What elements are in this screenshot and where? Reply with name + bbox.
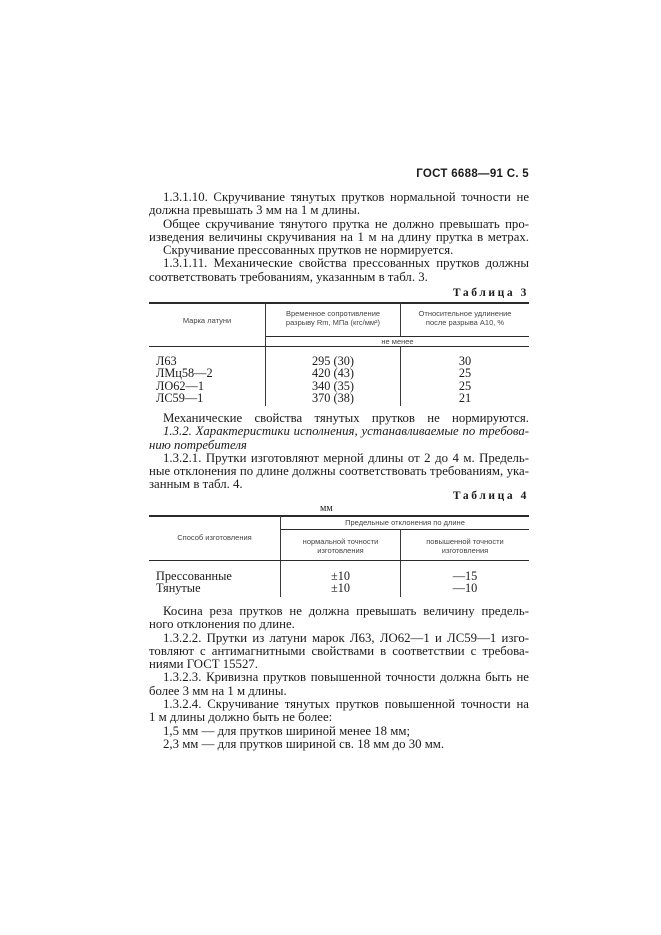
table-cell: 21 <box>458 391 472 406</box>
paragraph-1-3-2: Механические свойства тянутых прутков не нормируются. 1.3.2. Характеристики исполнения, устанавливаемые по требова- нию потребителя 1.3.2.1. Прутки изготовляют мерной длины от 2 до 4 м. Предель- ные отклонения по длине должны соответствовать требованиям, ука- занным в табл. 4. <box>149 411 529 492</box>
table-4-caption: Таблица 4 <box>452 490 529 502</box>
table-cell: Прессованные <box>156 569 232 583</box>
table-cell: 295 (30) <box>311 354 354 368</box>
table-cell: 420 (43) <box>311 366 354 381</box>
table-4-col-method <box>156 570 232 595</box>
table-4-header-bottom <box>149 560 529 561</box>
table-cell: 30 <box>458 354 472 368</box>
table-3-caption: Таблица 3 <box>452 287 529 299</box>
table-cell: —10 <box>452 581 478 596</box>
table-cell: 370 (38) <box>311 391 354 406</box>
table-3-col-strength <box>266 355 400 405</box>
table-3-header-bottom <box>149 346 529 347</box>
table-4-header-group: Предельные отклонения по длине <box>345 518 465 527</box>
table-4-unit: мм <box>320 503 333 514</box>
table-cell: 340 (35) <box>311 378 354 393</box>
table-cell: 25 <box>458 378 472 393</box>
table-3-header-grade: Марка латуни <box>182 316 232 325</box>
table-3-col-grade <box>156 355 213 405</box>
table-cell: ±10 <box>330 581 351 596</box>
table-3-top-border <box>149 302 529 304</box>
table-4-header-method: Способ изготовления <box>177 533 252 542</box>
table-cell: ЛО62—1 <box>156 378 204 393</box>
table-3-subheader-min: не менее <box>381 337 414 346</box>
table-cell: 25 <box>458 366 472 381</box>
table-cell: ЛС59—1 <box>156 391 204 406</box>
table-cell: ±10 <box>330 569 351 583</box>
table-4-header-high: повышенной точности изготовления <box>426 537 504 555</box>
table-cell: Тянутые <box>156 581 201 596</box>
table-cell: Л63 <box>156 354 177 368</box>
running-title: ГОСТ 6688—91 С. 5 <box>416 168 529 180</box>
paragraph-1-3-1-10: 1.3.1.10. Скручивание тянутых прутков нормальной точности не должна превышать 3 мм на 1 м длины. Общее скручивание тянутого прутка не должно превышать про- изведения величины скручивания на 1 м на длину прутка в метрах. Скручивание прессованных прутков не нормируется. 1.3.1.11. Механические свойства прессованных прутков должны соответствовать требованиям, указанным в табл. 3. <box>149 190 529 284</box>
table-cell: ЛМц58—2 <box>156 366 213 381</box>
paragraph-1-3-2-2-to-1-3-2-4: Косина реза прутков не должна превышать величину предель- ного отклонения по длине. 1.3.2.2. Прутки из латуни марок Л63, ЛО62—1 и ЛС59—1 изго- товляют с антимагнитными свойствами в соответствии с требова- ниями ГОСТ 15527. 1.3.2.3. Кривизна прутков повышенной точности должна быть не более 3 мм на 1 м длины. 1.3.2.4. Скручивание тянутых прутков повышенной точности на 1 м длины должно быть не более: 1,5 мм — для прутков шириной менее 18 мм; 2,3 мм — для прутков шириной св. 18 мм до 30 мм. <box>149 604 529 751</box>
table-4-col-normal <box>281 570 400 595</box>
table-4-header-normal: нормальной точности изготовления <box>302 537 379 555</box>
table-4-top-border <box>149 515 529 517</box>
table-3-header-strength: Временное сопротивление разрыву Rm, МПа (кгс/мм²) <box>285 309 381 327</box>
table-4-group-line <box>281 529 529 530</box>
table-cell: —15 <box>452 569 478 583</box>
table-3-col-elongation <box>401 355 529 405</box>
table-4-col-high <box>401 570 529 595</box>
table-3-header-elongation: Относительное удлинение после разрыва A10, % <box>418 309 512 327</box>
